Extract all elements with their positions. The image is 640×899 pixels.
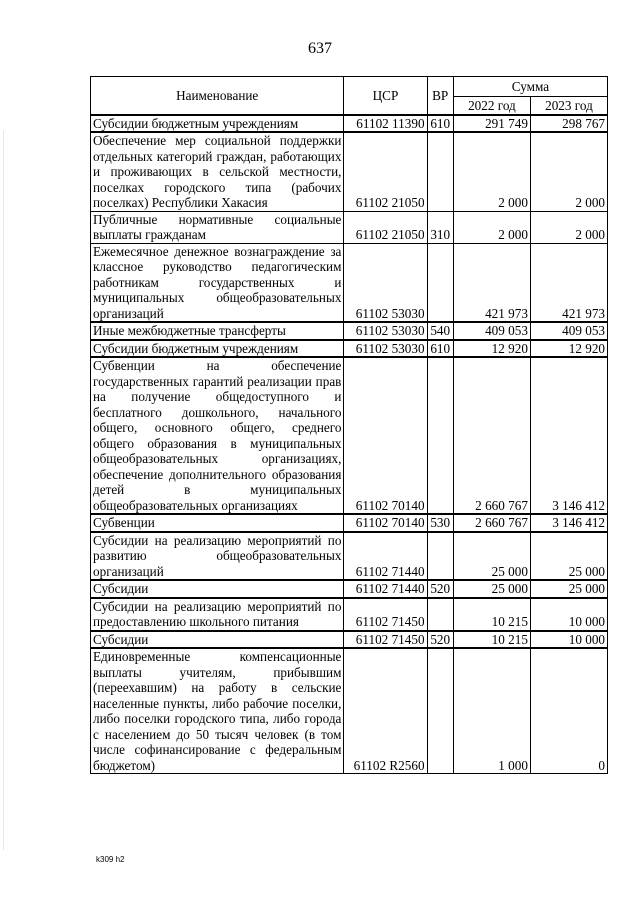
row-sum-2022: 2 660 767 (453, 514, 530, 532)
row-name: Субсидии на реализацию мероприятий по развитию общеобразовательных организаций (91, 532, 344, 581)
row-sum-2022: 10 215 (453, 631, 530, 649)
row-name: Обеспечение мер социальной поддержки отдельных категорий граждан, работающих и проживающих в сельской местности, поселках городского типа (рабочих поселках) Республики Хакасия (91, 132, 344, 211)
row-sum-2023: 25 000 (530, 580, 607, 598)
row-name: Публичные нормативные социальные выплаты гражданам (91, 211, 344, 243)
row-csr: 61102 21050 (344, 211, 427, 243)
row-sum-2022: 421 973 (453, 243, 530, 322)
row-sum-2023: 3 146 412 (530, 514, 607, 532)
row-sum-2022: 2 000 (453, 211, 530, 243)
table-row (91, 532, 608, 581)
table-row (91, 648, 608, 774)
row-csr: 61102 53030 (344, 340, 427, 358)
row-csr: 61102 21050 (344, 132, 427, 211)
row-vr (427, 357, 453, 514)
row-csr: 61102 71440 (344, 532, 427, 581)
table-header (91, 77, 608, 115)
row-vr (427, 598, 453, 631)
table-row (91, 132, 608, 211)
row-vr: 520 (427, 580, 453, 598)
table-row (91, 580, 608, 598)
row-vr (427, 532, 453, 581)
row-sum-2023: 409 053 (530, 322, 607, 340)
row-sum-2022: 10 215 (453, 598, 530, 631)
row-vr: 610 (427, 340, 453, 358)
row-name: Субсидии бюджетным учреждениям (91, 115, 344, 133)
row-sum-2022: 2 660 767 (453, 357, 530, 514)
row-sum-2022: 25 000 (453, 580, 530, 598)
table-row (91, 322, 608, 340)
header-year-2022: 2022 год (453, 97, 530, 115)
row-csr: 61102 53030 (344, 322, 427, 340)
row-name: Субсидии (91, 631, 344, 649)
table-row (91, 115, 608, 133)
row-sum-2023: 3 146 412 (530, 357, 607, 514)
table-row (91, 357, 608, 514)
row-sum-2023: 25 000 (530, 532, 607, 581)
row-name: Субсидии бюджетным учреждениям (91, 340, 344, 358)
row-sum-2023: 2 000 (530, 132, 607, 211)
scan-margin-line (3, 130, 4, 850)
table-row (91, 340, 608, 358)
table-row (91, 211, 608, 243)
row-csr: 61102 71440 (344, 580, 427, 598)
row-vr (427, 243, 453, 322)
table-row (91, 631, 608, 649)
row-sum-2022: 1 000 (453, 648, 530, 774)
row-name: Единовременные компенсационные выплаты учителям, прибывшим (переехавшим) на работу в сельские населенные пункты, либо рабочие поселки, либо поселки городского типа, либо города с населением до 50 тысяч человек (в том числе софинансирование с федеральным бюджетом) (91, 648, 344, 774)
row-vr: 520 (427, 631, 453, 649)
table-body (91, 115, 608, 774)
row-name: Субсидии на реализацию мероприятий по предоставлению школьного питания (91, 598, 344, 631)
row-name: Субвенции на обеспечение государственных гарантий реализации прав на получение общедоступного и бесплатного дошкольного, начального общего, основного общего, среднего общего образования в муниципальных общеобразовательных организациях, обеспечение дополнительного образования детей в муниципальных общеобразовательных организациях (91, 357, 344, 514)
header-name: Наименование (91, 77, 344, 115)
row-name: Ежемесячное денежное вознаграждение за классное руководство педагогическим работникам государственных и муниципальных общеобразовательных организаций (91, 243, 344, 322)
header-year-2023: 2023 год (530, 97, 607, 115)
row-name: Иные межбюджетные трансферты (91, 322, 344, 340)
row-vr: 610 (427, 115, 453, 133)
row-vr: 530 (427, 514, 453, 532)
row-csr: 61102 R2560 (344, 648, 427, 774)
row-sum-2022: 409 053 (453, 322, 530, 340)
row-sum-2023: 10 000 (530, 598, 607, 631)
row-sum-2022: 2 000 (453, 132, 530, 211)
table-row (91, 598, 608, 631)
row-name: Субсидии (91, 580, 344, 598)
row-sum-2022: 291 749 (453, 115, 530, 133)
table-row (91, 514, 608, 532)
header-sum: Сумма (453, 77, 607, 97)
row-csr: 61102 11390 (344, 115, 427, 133)
row-vr (427, 648, 453, 774)
row-csr: 61102 71450 (344, 631, 427, 649)
page-number: 637 (308, 40, 332, 57)
header-csr: ЦСР (344, 77, 427, 115)
row-name: Субвенции (91, 514, 344, 532)
row-sum-2023: 298 767 (530, 115, 607, 133)
header-vr: ВР (427, 77, 453, 115)
table-row (91, 243, 608, 322)
row-sum-2023: 12 920 (530, 340, 607, 358)
footer-code: k309 h2 (96, 855, 125, 864)
row-csr: 61102 71450 (344, 598, 427, 631)
row-vr: 540 (427, 322, 453, 340)
row-sum-2023: 2 000 (530, 211, 607, 243)
row-sum-2023: 0 (530, 648, 607, 774)
row-sum-2023: 421 973 (530, 243, 607, 322)
budget-table (90, 76, 608, 774)
row-csr: 61102 70140 (344, 514, 427, 532)
row-sum-2022: 25 000 (453, 532, 530, 581)
row-vr (427, 132, 453, 211)
row-csr: 61102 70140 (344, 357, 427, 514)
row-vr: 310 (427, 211, 453, 243)
row-sum-2022: 12 920 (453, 340, 530, 358)
row-sum-2023: 10 000 (530, 631, 607, 649)
row-csr: 61102 53030 (344, 243, 427, 322)
